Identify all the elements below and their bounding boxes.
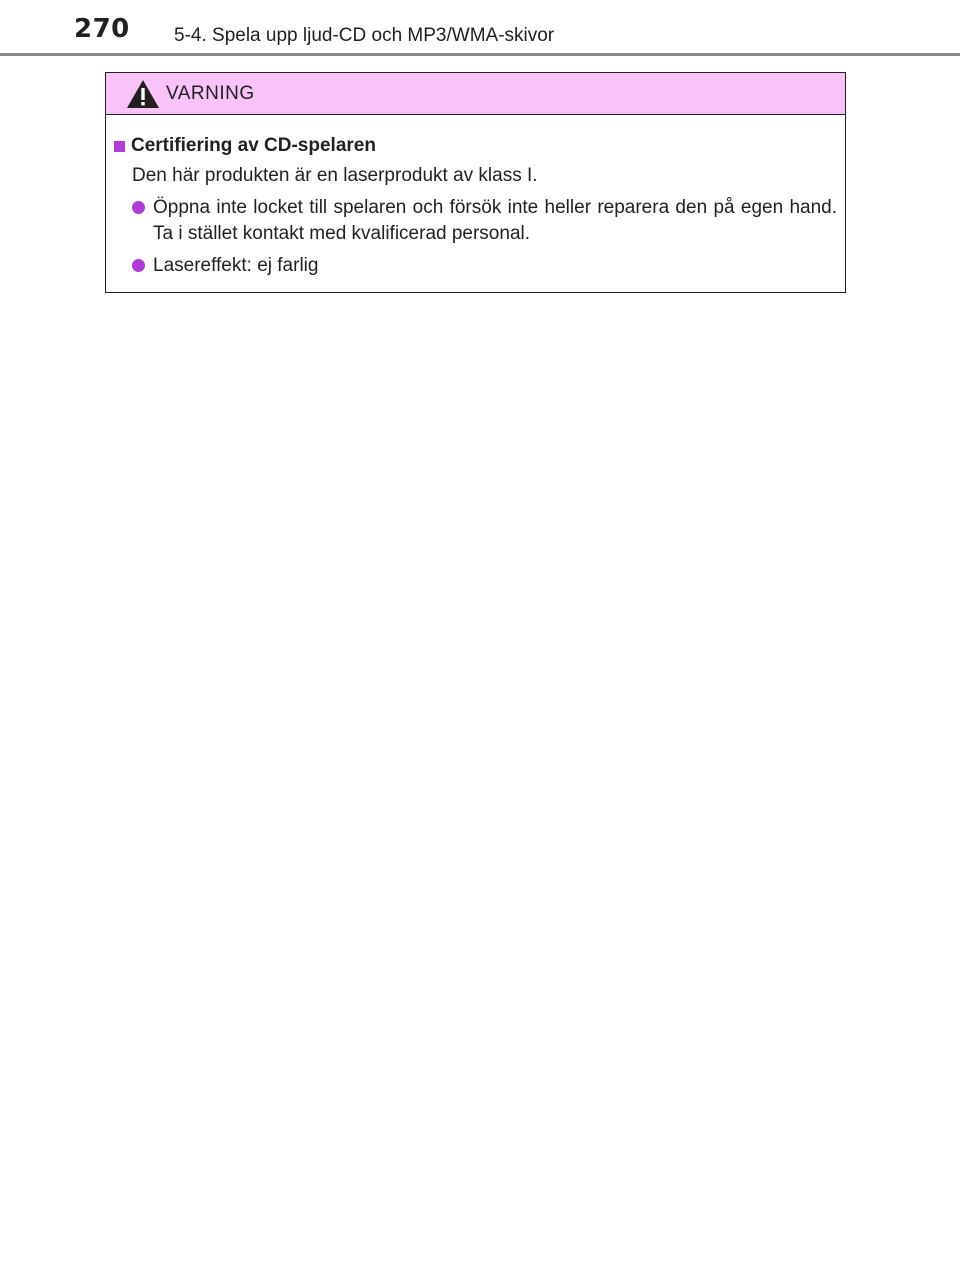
list-item-text: Öppna inte locket till spelaren och försök inte heller reparera den på egen hand. Ta i stället kontakt med kvalificerad personal.: [153, 197, 837, 244]
list-item: [132, 253, 837, 279]
square-bullet-icon: [114, 141, 125, 152]
warning-header: [106, 73, 845, 115]
list-item-text: Lasereffekt: ej farlig: [153, 255, 319, 276]
header-divider: [0, 53, 960, 56]
warning-title: VARNING: [166, 83, 255, 104]
page-header: [0, 0, 960, 56]
warning-body: [106, 115, 845, 279]
warning-intro: Den här produkten är en laserprodukt av klass I.: [132, 165, 538, 186]
warning-box: [105, 72, 846, 293]
warning-triangle-icon: [126, 79, 160, 109]
circle-bullet-icon: [132, 259, 145, 272]
circle-bullet-icon: [132, 201, 145, 214]
section-title: 5-4. Spela upp ljud-CD och MP3/WMA-skivor: [174, 25, 555, 46]
list-item: [132, 195, 837, 247]
warning-heading: [114, 133, 837, 159]
page-number: 270: [74, 14, 130, 44]
warning-heading-text: Certifiering av CD-spelaren: [131, 135, 376, 156]
